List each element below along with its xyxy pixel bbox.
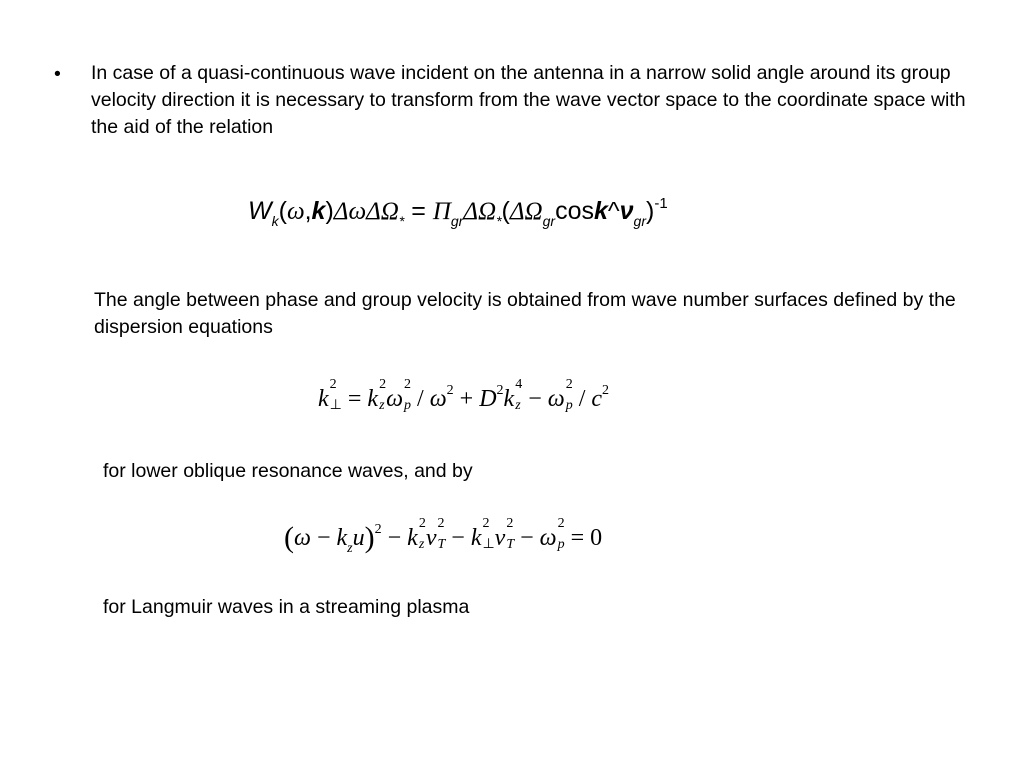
intro-paragraph: In case of a quasi-continuous wave incident on the antenna in a narrow solid angle around its group velocity direction it is necessary to transform from the wave vector space to the coordinate space with the aid of the relation [91,62,966,138]
equation-langmuir-dispersion: $(\omega - k_zu)^2 - k$ 2 z v 2 T − k 2 ⊥ v 2 T − ω 2 p = 0 [284,516,603,556]
lower-oblique-caption: for lower oblique resonance waves, and by [103,460,473,482]
bullet-marker: • [54,63,61,85]
group-velocity-paragraph: The angle between phase and group velocity is obtained from wave number surfaces defined by the dispersion equations [94,289,956,338]
equation-energy-transform: $W_k(\omega,k)\Delta\omega\Delta\Omega_*$ = $\Pi_{gr}\Delta\Omega_*(\Delta\Omega_{gr}\cos k\^{}\nu_{gr})^{-1}$ [248,195,668,229]
langmuir-caption: for Langmuir waves in a streaming plasma [103,596,470,618]
equation-lower-oblique-resonance: k 2 ⊥ = k 2 z ω 2 p / $\omega^2 + D^2k$ 4 z − ω 2 p / $c^2$ [318,377,610,413]
